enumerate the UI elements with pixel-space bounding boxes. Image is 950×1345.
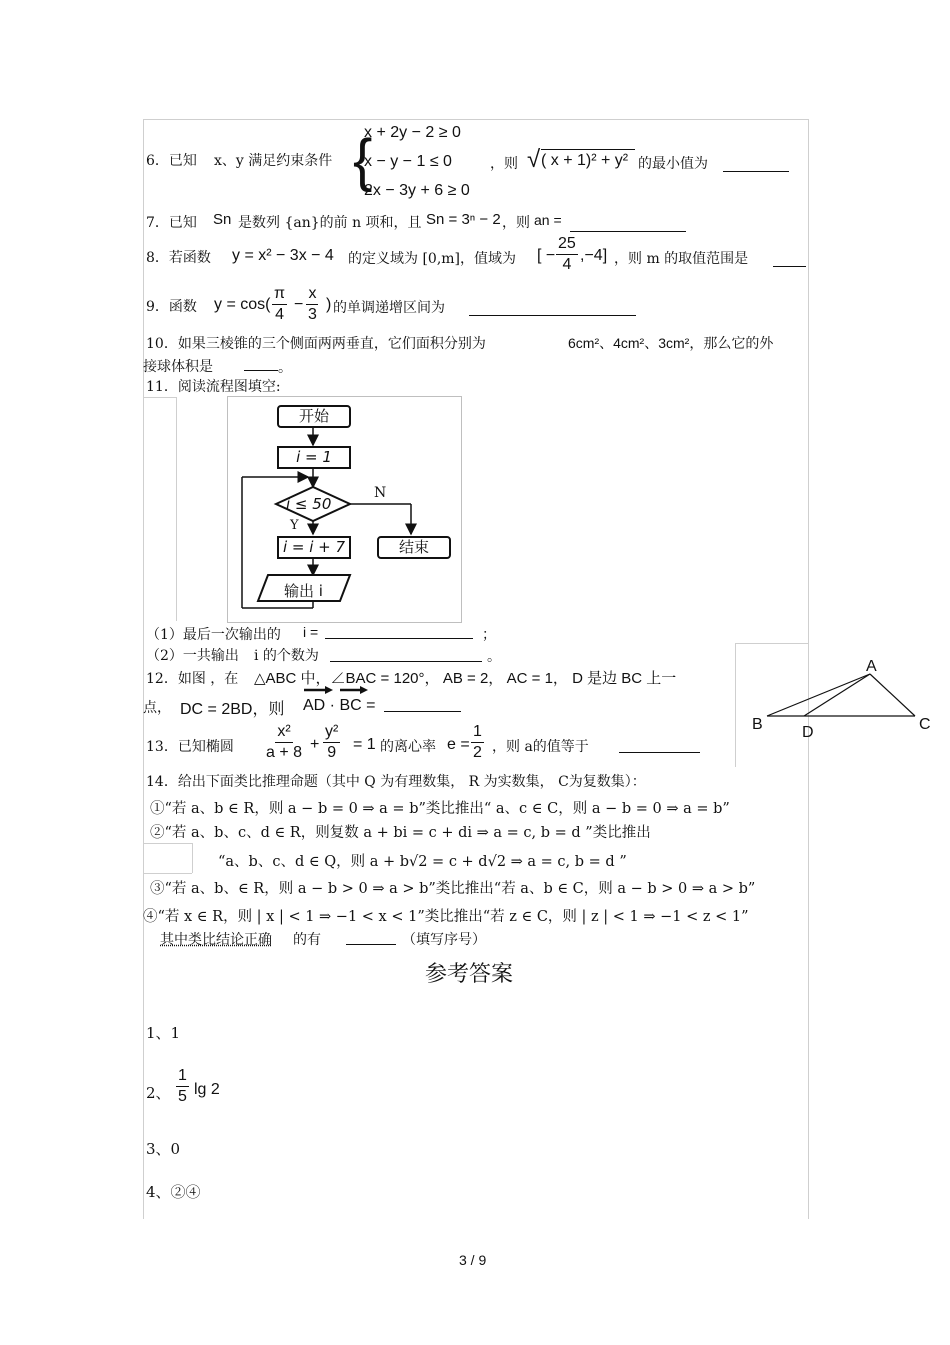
q8-text1: 8．若函数 [146, 250, 211, 266]
q12-answer-blank[interactable] [384, 697, 461, 712]
q9-func-pre: y = cos( [214, 296, 271, 313]
q10-line2b: 。 [278, 360, 292, 376]
flowchart-start-label: 开始 [298, 407, 329, 425]
answer-2-fraction [176, 1066, 189, 1107]
q8-answer-blank[interactable] [773, 252, 806, 267]
q12-vector-arrows [303, 686, 373, 694]
q9-minus: − [294, 296, 304, 313]
answer-2-num: 1 [176, 1066, 189, 1087]
q7-text2: 是数列 {an}的前 n 项和，且 [238, 215, 422, 231]
q7-answer-blank[interactable] [570, 217, 686, 232]
q13-f2-num: y² [323, 722, 340, 743]
q6-expr: ( x + 1)² + y² [541, 152, 629, 169]
q7-text3: ，则 [502, 215, 530, 231]
answers-title: 参考答案 [425, 962, 514, 987]
q11-sub1b: i = [303, 624, 319, 640]
q8-text3: ，则 m 的取值范围是 [614, 251, 749, 267]
answer-2-den: 5 [178, 1088, 187, 1105]
q14-closing-a: 其中类比结论正确 [160, 932, 272, 948]
q6-answer-blank[interactable] [723, 157, 789, 172]
q14-closing-c: （填写序号） [402, 932, 486, 948]
q9-fraction-2 [306, 284, 319, 325]
q14-side-box-right [192, 843, 193, 873]
q12-fig-label-c: C [919, 716, 931, 733]
q6-sqrt-bar [541, 149, 635, 150]
q14-item-2a: ②“若 a、b、c、d ∈ R，则复数 a + bi = c + di ⇒ a = c, b = d ”类比推出 [150, 825, 651, 841]
q6-then: ，则 [490, 156, 518, 172]
q13-fraction-1 [264, 722, 304, 763]
flowchart-end-label: 结束 [398, 538, 429, 556]
flowchart-start [277, 405, 351, 428]
q9-func-post: ) [326, 296, 332, 313]
q6-constraint-3: 2x − 3y + 6 ≥ 0 [364, 182, 470, 199]
answer-2-tail: lg 2 [194, 1081, 220, 1098]
q6-brace: { [353, 128, 373, 193]
q8-range-left: [ − [537, 247, 556, 264]
q9-fraction-1 [272, 284, 287, 325]
q13-answer-blank[interactable] [619, 738, 700, 753]
q7-text1: 7．已知 [146, 215, 197, 231]
q9-answer-blank[interactable] [469, 301, 636, 316]
q10-answer-blank[interactable] [244, 356, 278, 371]
flowchart-output-label: 输出 i [284, 582, 323, 600]
q11-sub2c: 。 [487, 649, 501, 665]
q13-f2-den: 9 [327, 744, 337, 761]
q12-line2b: DC = 2BD，则 [180, 701, 285, 718]
answer-3: 3、0 [146, 1140, 181, 1158]
q12-line2a: 点， [143, 700, 171, 716]
q12-figure-box-left [735, 643, 736, 767]
q6-vars: x、y 满足约束条件 [214, 153, 333, 169]
q6-lead: 6．已知 [146, 153, 197, 169]
q13-text3: ，则 a的值等于 [492, 739, 589, 755]
q10-line1: 10．如果三棱锥的三个侧面两两垂直，它们面积分别为 [146, 336, 486, 352]
q12-figure-box-top [735, 643, 808, 644]
q13-f3-den: 2 [473, 744, 482, 761]
q13-plus: + [310, 736, 320, 753]
q11-sub2b: i 的个数为 [254, 648, 319, 664]
answer-4: 4、②④ [146, 1183, 201, 1201]
q14-side-box-top [143, 843, 192, 844]
q14-item-1: ①“若 a、b ∈ R，则 a − b = 0 ⇒ a = b”类比推出“ a、c ∈ C，则 a − b = 0 ⇒ a = b” [150, 801, 730, 817]
flowchart-end [377, 536, 451, 559]
q12-fig-label-d: D [802, 724, 814, 741]
answer-1: 1、1 [146, 1024, 181, 1042]
q12-fig-label-b: B [752, 716, 763, 733]
frame-line-left [143, 119, 144, 1219]
frame-line-top [143, 119, 808, 120]
q11-sub2a: （2）一共输出 [146, 648, 239, 664]
q8-func: y = x² − 3x − 4 [232, 247, 334, 264]
q11-sub1-blank[interactable] [325, 624, 473, 639]
q9-text1: 9．函数 [146, 299, 197, 315]
flowchart-no-label: N [374, 485, 387, 501]
q7-formula: Sn = 3ⁿ − 2 [426, 211, 501, 228]
q14-closing-b: 的有 [293, 932, 321, 948]
q8-text2: 的定义域为 [0,m]，值域为 [348, 251, 517, 267]
q7-an: an = [534, 212, 562, 228]
q13-eq1: = 1 [353, 736, 376, 753]
q11-sub1a: （1）最后一次输出的 [146, 627, 281, 643]
flowchart-increment-label: i = i + 7 [282, 538, 346, 556]
q8-range-right: ,−4] [580, 247, 608, 264]
q7-sn: Sn [213, 211, 232, 228]
q13-fraction-2 [323, 722, 340, 763]
q14-intro: 14．给出下面类比推理命题（其中 Q 为有理数集， R 为实数集， C为复数集）： [146, 774, 646, 790]
q9-f1-den: 4 [275, 306, 284, 323]
q12-triangle-figure [748, 652, 948, 742]
q6-constraint-1: x + 2y − 2 ≥ 0 [364, 124, 461, 141]
q14-item-3: ③“若 a、b、∈ R，则 a − b > 0 ⇒ a > b”类比推出“若 a、b ∈ C，则 a − b > 0 ⇒ a > b” [150, 881, 756, 897]
q12-fig-label-a: A [866, 658, 877, 675]
q9-f1-num: π [272, 284, 287, 305]
q14-item-4: ④“若 x ∈ R，则 | x | < 1 ⇒ −1 < x < 1”类比推出“若 z ∈ C，则 | z | < 1 ⇒ −1 < z < 1” [143, 909, 749, 925]
q11-left-box-right [176, 397, 177, 621]
answer-2-prefix: 2、 [146, 1084, 171, 1102]
q8-frac-num: 25 [556, 234, 578, 255]
q6-sqrt-sign: √ [527, 146, 541, 173]
q13-text1: 13．已知椭圆 [146, 739, 234, 755]
q9-f2-den: 3 [308, 306, 317, 323]
q13-fraction-3 [471, 722, 484, 763]
q8-frac-den: 4 [562, 256, 572, 273]
q11-title: 11．阅读流程图填空: [146, 379, 281, 395]
q11-sub2-blank[interactable] [330, 647, 482, 662]
q12-line1b: △ABC 中，∠BAC = 120°， AB = 2， AC = 1， D 是边 BC 上一 [254, 670, 677, 687]
q13-f1-num: x² [275, 722, 292, 743]
q9-text2: 的单调递增区间为 [333, 300, 445, 316]
q12-line1a: 12．如图 ，在 [146, 671, 239, 687]
flowchart-yes-label: Y [290, 518, 299, 533]
flowchart-increment [277, 536, 351, 559]
q11-sub1c: ； [482, 627, 496, 643]
q11-left-box-top [143, 397, 177, 398]
page-number: 3 / 9 [459, 1252, 487, 1268]
q13-text2: 的离心率 [380, 739, 436, 755]
q13-f1-den: a + 8 [266, 744, 303, 761]
q14-side-box-bottom [143, 873, 192, 874]
flowchart-condition-label: i ≤ 50 [286, 495, 332, 513]
q10-line2a: 接球体积是 [143, 359, 213, 375]
q14-answer-blank[interactable] [346, 930, 396, 945]
q8-range-fraction [556, 234, 578, 275]
q13-e: e = [447, 736, 470, 753]
q9-f2-num: x [306, 284, 318, 305]
q13-f3-num: 1 [471, 722, 484, 743]
q10-areas-text: 6cm²、4cm²、3cm²，那么它的外 [568, 335, 774, 351]
flowchart-init [277, 446, 351, 469]
q14-item-2b: “a、b、c、d ∈ Q，则 a + b√2 = c + d√2 ⇒ a = c, b = d ” [218, 854, 627, 870]
q10-areas [568, 333, 773, 353]
q6-constraint-2: x − y − 1 ≤ 0 [364, 153, 452, 170]
q12-vector-expr: AD · BC = [303, 697, 376, 714]
flowchart-init-label: i = 1 [296, 448, 332, 466]
flowchart [227, 396, 462, 623]
flowchart-connectors [228, 397, 461, 622]
q6-tail: 的最小值为 [638, 156, 708, 172]
